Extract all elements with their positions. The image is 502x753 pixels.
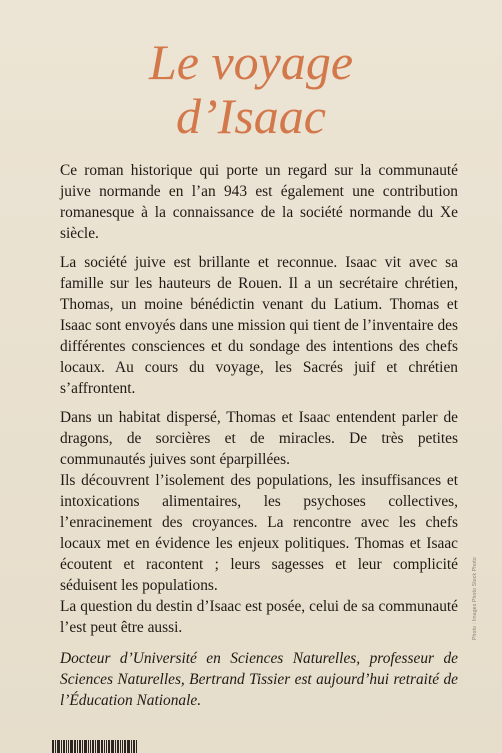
synopsis-paragraph-2: La société juive est brillante et reconnue. Isaac vit avec sa famille sur les hauteurs de Rouen. Il a un secrétaire chrétien, Thomas, un moine bénédictin venant du Latium. Thomas et Isaac sont envoyés dans une mission qui tient de l’inventaire des différentes consciences et du sondage des intentions des chefs locaux. Au cours du voyage, les Sacrés juif et chrétien s’affrontent. bbox=[60, 254, 458, 397]
book-title-line-2: d’Isaac bbox=[176, 88, 326, 144]
photo-credit: Photo : Images Photo Stock Photo bbox=[472, 557, 478, 640]
synopsis-paragraph-5: La question du destin d’Isaac est posée, celui de sa communauté l’est peut être aussi. bbox=[60, 598, 458, 636]
synopsis-paragraph-4: Ils découvrent l’isolement des populations, les insuffisances et intoxications alimentaires, les psychoses collectives, l’enracinement des croyances. La rencontre avec les chefs locaux met en évidence les enjeux politiques. Thomas et Isaac écoutent et racontent ; leurs sagesses et leur complicité séduisent les populations. bbox=[60, 472, 458, 594]
synopsis-paragraph-1: Ce roman historique qui porte un regard sur la communauté juive normande en l’an 943 est également une contribution romanesque à la connaissance de la société normande du Xe siècle. bbox=[60, 162, 458, 242]
author-bio: Docteur d’Université en Sciences Naturelles, professeur de Sciences Naturelles, Bertrand Tissier est aujourd’hui retraité de l’Éducation Nationale. bbox=[60, 650, 458, 709]
barcode bbox=[52, 740, 162, 753]
synopsis bbox=[60, 160, 458, 646]
book-title-line-1: Le voyage bbox=[148, 34, 354, 90]
synopsis-paragraph-3: Dans un habitat dispersé, Thomas et Isaac entendent parler de dragons, de sorcières et de miracles. De très petites communautés juives sont éparpillées. bbox=[60, 409, 458, 468]
